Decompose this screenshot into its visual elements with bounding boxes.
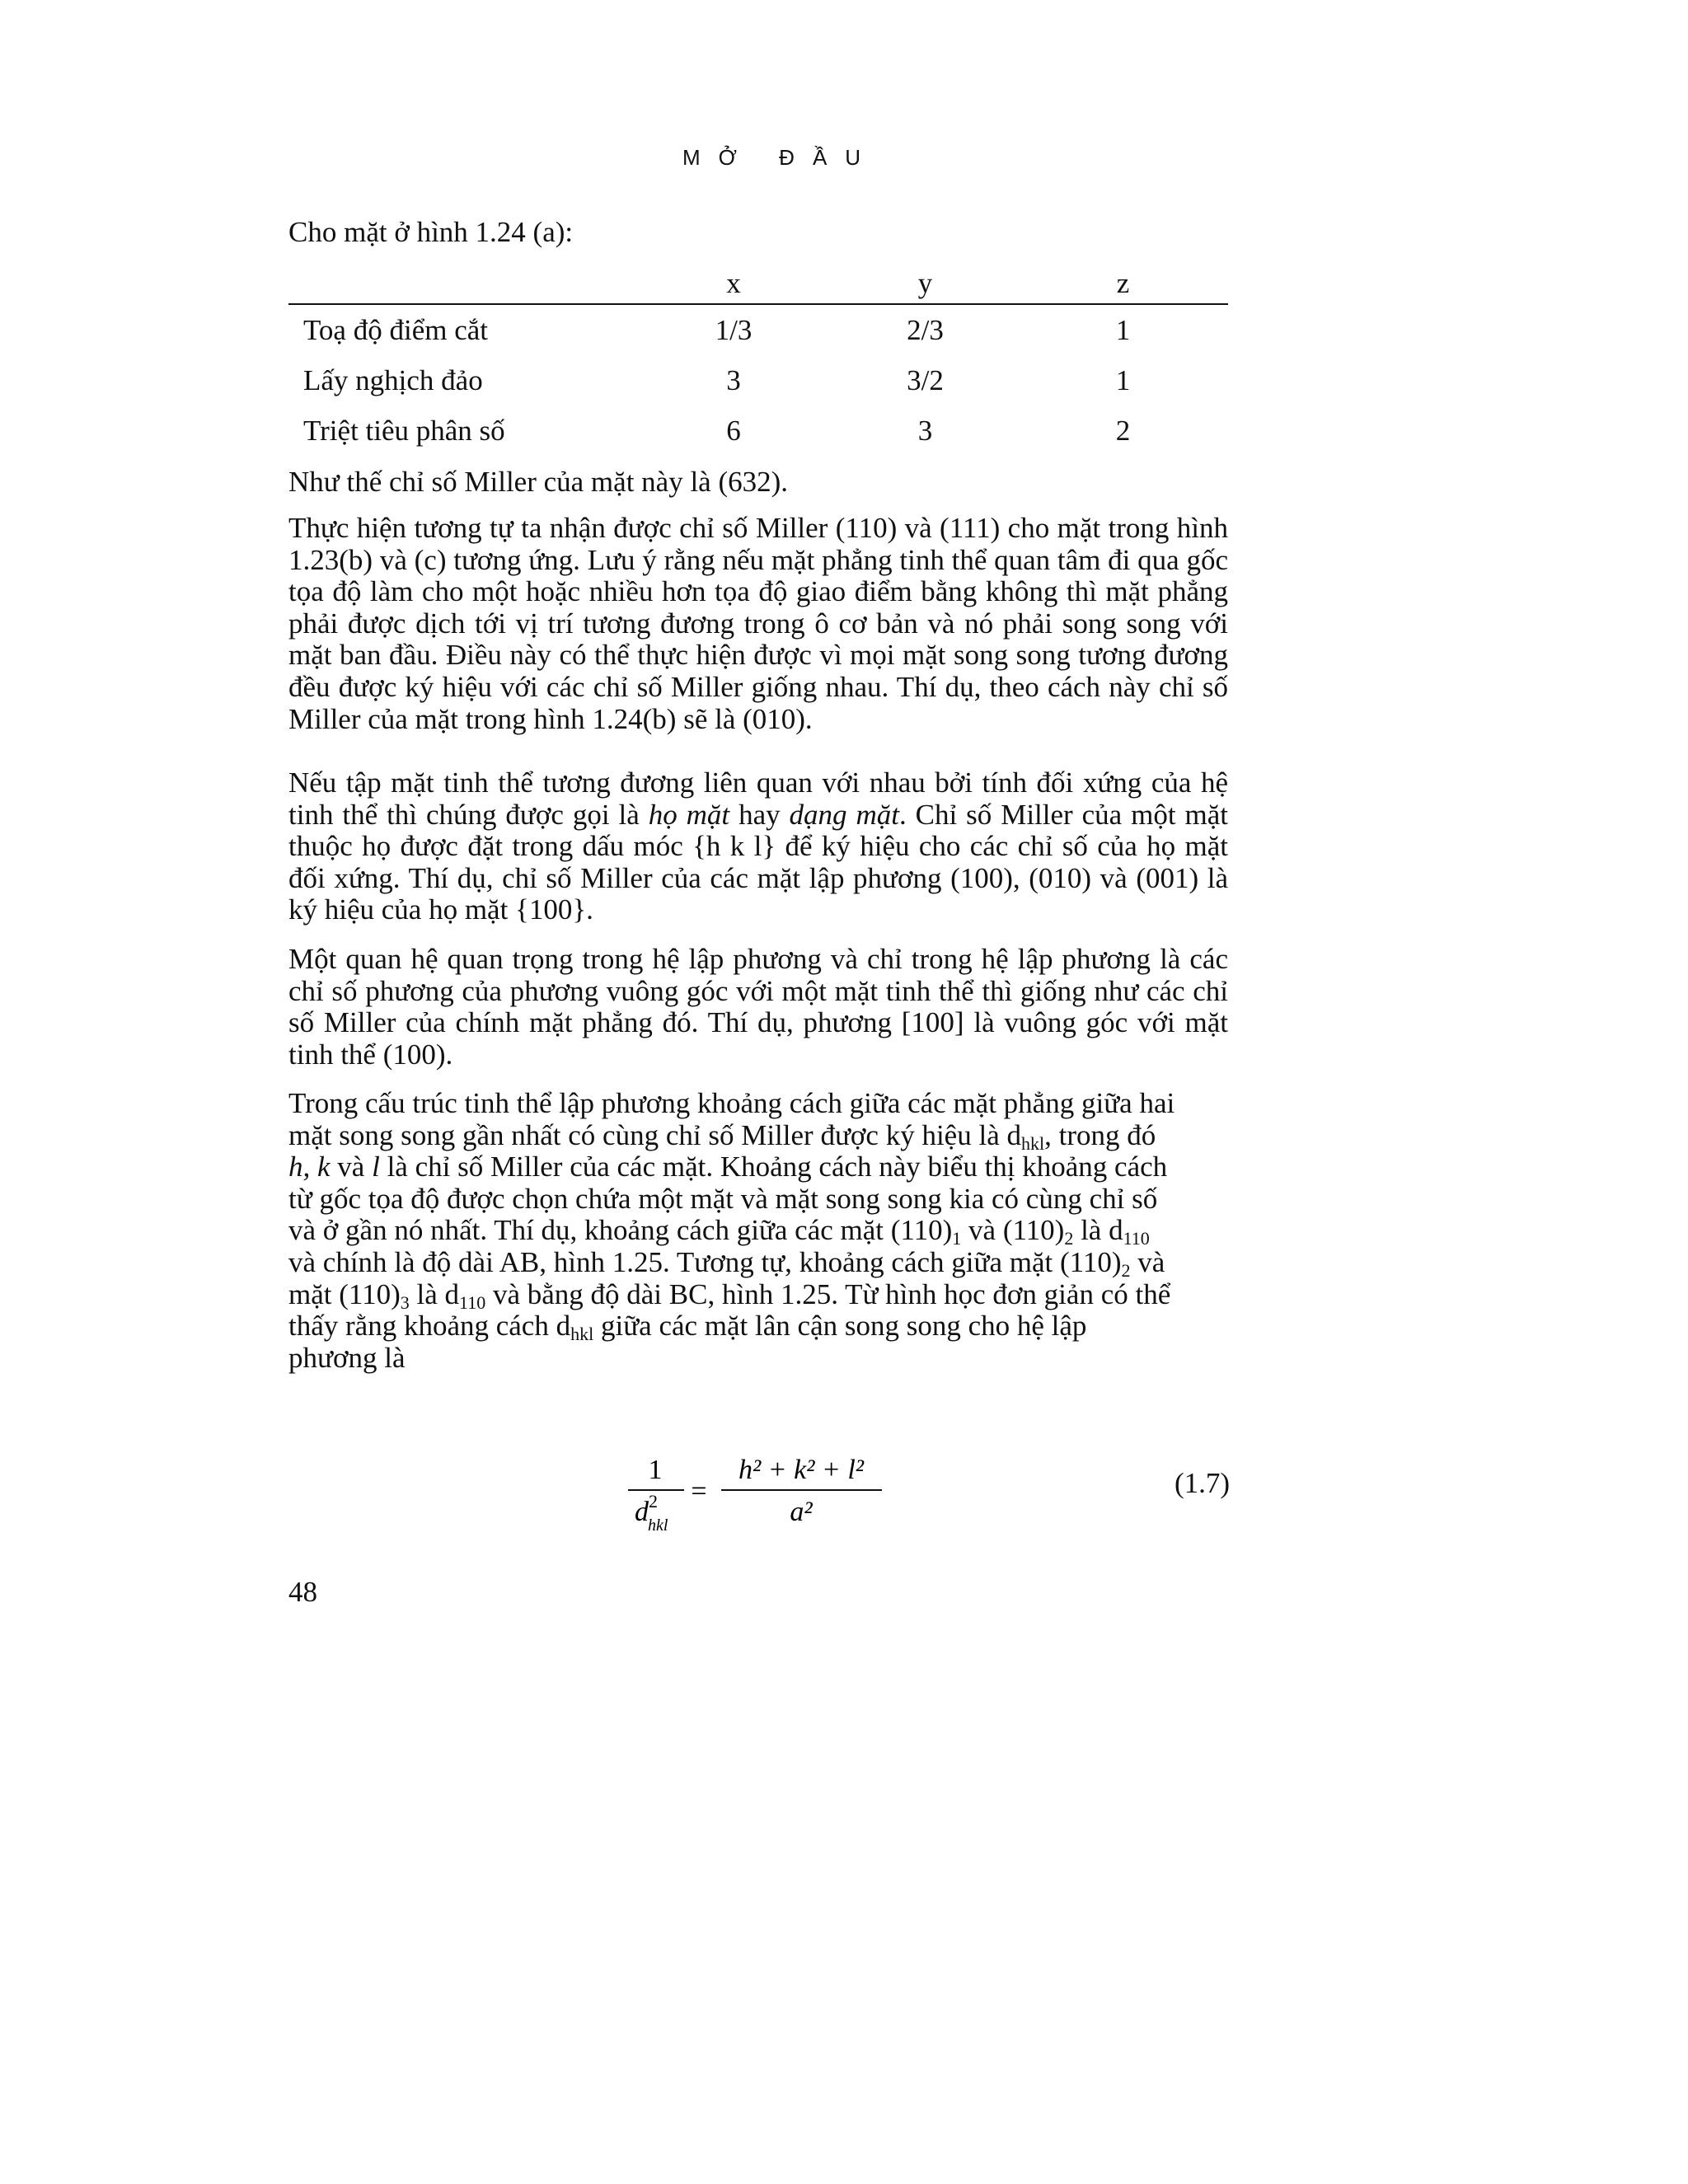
cell-y: 2/3: [907, 313, 944, 346]
eq-lhs-numerator: 1: [648, 1455, 663, 1485]
conclusion-line: Như thế chỉ số Miller của mặt này là (632).: [288, 466, 789, 498]
equation-1-7: [610, 1444, 898, 1535]
p4-text: và: [330, 1151, 373, 1183]
paragraph-2: [288, 767, 1228, 926]
cell-x: 6: [726, 414, 741, 447]
p4-italic: l: [372, 1151, 380, 1183]
row-label: Lấy nghịch đảo: [303, 363, 483, 396]
p4-text: và ở gần nó nhất. Thí dụ, khoảng cách giữa các mặt (110): [288, 1214, 953, 1247]
subscript: hkl: [570, 1324, 594, 1345]
p4-italic: h, k: [288, 1151, 331, 1183]
eq-d-sub: hkl: [648, 1516, 668, 1535]
equation-number: (1.7): [1175, 1467, 1231, 1499]
p4-line: [288, 1215, 1228, 1247]
p4-line: [288, 1151, 1228, 1183]
p2-emphasis-dang-mat: dạng mặt: [789, 798, 899, 831]
p2-text: Nếu tập mặt tinh thể tương đương liên quan với nhau bởi tính đối xứng của hệ tinh thể thì chúng được gọi là: [288, 766, 1228, 831]
table-header-z: z: [1018, 265, 1228, 304]
row-label: Toạ độ điểm cắt: [303, 313, 488, 346]
intro-line: Cho mặt ở hình 1.24 (a):: [288, 216, 574, 248]
eq-lhs-denominator: [635, 1491, 668, 1535]
p4-line: phương là: [288, 1341, 406, 1374]
p4-text: và (110): [961, 1214, 1065, 1247]
subscript: 3: [400, 1291, 410, 1313]
paragraph-1: Thực hiện tương tự ta nhận được chỉ số Miller (110) và (111) cho mặt trong hình 1.23(b) và (c) tương ứng. Lưu ý rằng nếu mặt phẳng tinh thể quan tâm đi qua gốc tọa độ làm cho một hoặc nhiều hơn tọa độ giao điểm bằng không thì mặt phẳng phải được dịch tới vị trí tương đương trong ô cơ bản và nó phải song song với mặt ban đầu. Điều này có thể thực hiện được vì mọi mặt song song tương đương đều được ký hiệu với các chỉ số Miller giống nhau. Thí dụ, theo cách này chỉ số Miller của mặt trong hình 1.24(b) sẽ là (010).: [288, 512, 1228, 735]
p4-text: mặt (110): [288, 1277, 401, 1310]
subscript: hkl: [1020, 1132, 1045, 1154]
cell-z: 2: [1115, 414, 1131, 447]
subscript: 110: [459, 1291, 486, 1313]
subscript: 1: [952, 1228, 962, 1249]
cell-y: 3/2: [907, 363, 944, 396]
cell-y: 3: [917, 414, 933, 447]
p4-text: mặt song song gần nhất có cùng chỉ số Miller được ký hiệu là d: [288, 1118, 1021, 1151]
table-header-x: x: [635, 265, 832, 304]
cell-z: 1: [1115, 363, 1131, 396]
p4-text: thấy rằng khoảng cách d: [288, 1310, 571, 1343]
p4-text: là chỉ số Miller của các mặt. Khoảng cách này biểu thị khoảng cách: [379, 1151, 1168, 1183]
subscript: 110: [1123, 1228, 1150, 1249]
p4-text: là d: [409, 1277, 460, 1310]
p4-text: và chính là độ dài AB, hình 1.25. Tương tự, khoảng cách giữa mặt (110): [288, 1245, 1122, 1278]
p4-line: Trong cấu trúc tinh thể lập phương khoảng cách giữa các mặt phẳng giữa hai: [288, 1087, 1175, 1119]
eq-equals: =: [691, 1476, 707, 1507]
p2-emphasis-ho-mat: họ mặt: [648, 798, 730, 831]
subscript: 2: [1121, 1259, 1131, 1281]
subscript: 2: [1064, 1228, 1074, 1249]
row-label: Triệt tiêu phân số: [303, 414, 505, 447]
eq-d: d: [635, 1497, 649, 1527]
table-row: [288, 355, 1228, 405]
table-row: [288, 405, 1228, 456]
table-row: [288, 304, 1228, 355]
cell-x: 3: [726, 363, 741, 396]
p4-text: và bằng độ dài BC, hình 1.25. Từ hình học đơn giản có thể: [485, 1277, 1171, 1310]
table-header-y: y: [832, 265, 1018, 304]
running-header: MỞ ĐẦU: [682, 145, 879, 170]
p4-line: [288, 1120, 1228, 1152]
eq-d-sup: 2: [649, 1491, 658, 1511]
cell-x: 1/3: [715, 313, 753, 346]
table-header-row: [288, 265, 1228, 304]
page-number: 48: [288, 1576, 317, 1608]
eq-rhs-denominator: a²: [790, 1497, 813, 1527]
cell-z: 1: [1115, 313, 1131, 346]
p4-line: [288, 1247, 1228, 1279]
p2-text: . Chỉ số Miller của một mặt thuộc họ được đặt trong dấu móc {h k l} để ký hiệu cho các chỉ số của họ mặt đối xứng. Thí dụ, chỉ số Miller của các mặt lập phương (100), (010) và (001) là ký hiệu của họ mặt {100}.: [288, 798, 1228, 926]
miller-index-table: [288, 265, 1228, 456]
eq-rhs-numerator: h² + k² + l²: [738, 1455, 865, 1485]
paragraph-3: Một quan hệ quan trọng trong hệ lập phương và chỉ trong hệ lập phương là các chỉ số phương của phương vuông góc với một mặt tinh thể thì giống như các chỉ số Miller của chính mặt phẳng đó. Thí dụ, phương [100] là vuông góc với mặt tinh thể (100).: [288, 943, 1228, 1071]
p4-text: giữa các mặt lân cận song song cho hệ lập: [593, 1310, 1087, 1343]
p4-text: , trong đó: [1044, 1118, 1156, 1151]
p4-line: [288, 1310, 1228, 1343]
p4-text: là d: [1073, 1214, 1123, 1247]
p2-text: hay: [729, 798, 790, 831]
p4-text: và: [1130, 1245, 1165, 1278]
p4-line: [288, 1279, 1228, 1311]
paragraph-4: [288, 1088, 1228, 1374]
p4-line: từ gốc tọa độ được chọn chứa một mặt và mặt song song kia có cùng chỉ số: [288, 1182, 1158, 1215]
table-header-empty: [288, 265, 635, 304]
